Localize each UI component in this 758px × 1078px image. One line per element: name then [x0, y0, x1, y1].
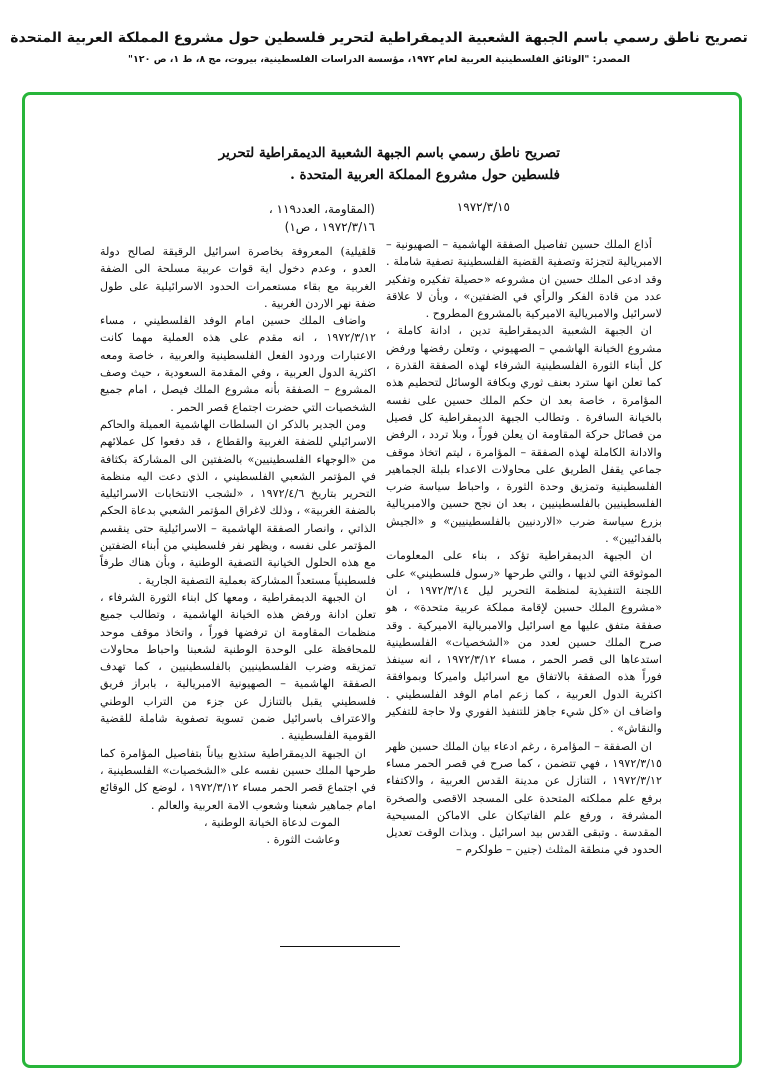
closing-line: وعاشت الثورة .: [266, 833, 340, 847]
header-source: المصدر: "الوثائق الفلسطينية العربية لعام ١٩٧٢، مؤسسة الدراسات الفلسطينية، بيروت، مج ٨، ط ١، ص ١٢٠": [128, 54, 630, 65]
paragraph: ومن الجدير بالذكر ان السلطات الهاشمية العميلة والحاكم الاسرائيلي للضفة الغربية والقطاع ، قد دفعوا كل عملائهم من «الوجهاء الفلسطينيين» بالضفتين الى المشاركة بكثافة في المؤتمر الشعبي الفلسطيني ، الذي دعت اليه منظمة التحرير بتاريخ ١٩٧٢/٤/٦ ، «لشجب الانتخابات الاسرائيلية بالضفة الغربية» ، وذلك لاغراق المؤتمر الشعبي بدعاة الحكم الذاتي ، وانصار الصفقة الهاشمية – الاسرائيلية حتى ينقسم المؤتمر على نفسه ، ويظهر نفر فلسطيني من أبناء الضفتين مع هذه الحلول الخيانية التصفية الوطنية ، وبأن هناك طرفاً فلسطينياً مستعداً المشاركة بعملية التصفية الجارية .: [100, 417, 376, 587]
paragraph: ان الجبهة الديمقراطية ستذيع بياناً بتفاصيل المؤامرة كما طرحها الملك حسين نفسه على «الشخصيات» الفلسطينية ، في اجتماع قصر الحمر مساء ١٩٧٢/٣/١٢ ، لوضع كل الوقائع امام جماهير شعبنا وشعوب الامة العربية والعالم .: [100, 746, 376, 812]
citation-line: ١٩٧٢/٣/١٦ ، ص١): [284, 220, 375, 234]
citation-line: (المقاومة، العدد١١٩ ،: [268, 202, 375, 216]
document-date: ١٩٧٢/٣/١٥: [456, 200, 510, 214]
paragraph: أذاع الملك حسين تفاصيل الصفقة الهاشمية – الصهيونية – الامبريالية لتجزئة وتصفية القضية الفلسطينية تصفية شاملة . وقد ادعى الملك حسين ان مشروعه «حصيلة تفكيره وتفكير عدد من قادة الفكر والرأي في الضفتين» ، وبأن لا علاقة لاسرائيل والامبريالية الاميركية بالمشروع المطروح .: [386, 238, 662, 321]
document-citation: [250, 200, 375, 236]
paragraph: ان الصفقة – المؤامرة ، رغم ادعاء بيان الملك حسين ظهر ١٩٧٢/٣/١٥ ، فهي تتضمن ، كما صرح في قصر الحمر مساء ١٩٧٢/٣/١٢ ، التنازل عن مدينة القدس العربية ، والاكتفاء برفع علم مملكته المتحدة على المسجد الاقصى والصخرة المشرفة ، ورفع علم الفاتيكان على الاماكن المسيحية المقدسة . وتبقى القدس بيد اسرائيل . وبذات الوقت تعديل الحدود في منطقة المثلث (جنين – طولكرم –: [386, 739, 662, 857]
paragraph: واضاف الملك حسين امام الوفد الفلسطيني ، مساء ١٩٧٢/٣/١٢ ، انه مقدم على هذه العملية مهما كانت الاعتبارات وردود الفعل الفلسطينية والعربية ، خاصة ومعه اكثرية الدول العربية ، وفي المقدمة السعودية ، حيث وصف المشروع – الصفقة بأنه مشروع الملك فيصل ، امام جميع الشخصيات التي حضرت اجتماع قصر الحمر .: [100, 314, 376, 414]
end-rule: [280, 946, 400, 947]
paragraph: ان الجبهة الديمقراطية ، ومعها كل ابناء الثورة الشرفاء ، تعلن ادانة ورفض هذه الخيانة الهاشمية ، وتطالب جميع منظمات المقاومة ان ترفضها فوراً ، واتخاذ موقف موحد للمحافظة على الوحدة الوطنية لشعبنا واحباط محاولات تمزيقه وضرب الفلسطينيين بالفلسطينيين ، كما تهدف الصفقة الهاشمية – الصهيونية الامبريالية ، بابراز فريق فلسطيني يقبل بالتنازل عن جزء من التراب الوطني والاعتراف باسرائيل ضمن تسوية تصفوية شاملة للقضية القومية الفلسطينية .: [100, 590, 376, 743]
paragraph: قلقيلية) المعروفة بخاصرة اسرائيل الرقيقة لصالح دولة العدو ، وعدم دخول اية قوات عربية مسلحة الى الضفة الغربية مع بقاء مستعمرات الحدود الاسرائيلية على طول ضفة نهر الاردن الغربية .: [100, 245, 376, 310]
document-title: تصريح ناطق رسمي باسم الجبهة الشعبية الديمقراطية لتحرير فلسطين حول مشروع المملكة العربية المتحدة .: [218, 145, 560, 183]
right-column: [386, 236, 662, 859]
header-title: تصريح ناطق رسمي باسم الجبهة الشعبية الديمقراطية لتحرير فلسطين حول مشروع المملكة العربية المتحدة: [10, 30, 748, 46]
left-column: [100, 243, 376, 848]
paragraph: ان الجبهة الشعبية الديمقراطية تدين ، ادانة كاملة ، مشروع الخيانة الهاشمي – الصهيوني ، وتعلن رفضها ورفض كل أبناء الثورة الفلسطينية الشرفاء لهذه الصفقة القذرة ، كما تعلن انها سترد بعنف ثوري وبكافة الوسائل لتحطيم هذه المؤامرة ، خاصة بعد ان حكم الملك حسين على نفسه بالخيانة السافرة . وتطالب الجبهة الديمقراطية كل فصيل من فصائل حركة المقاومة ان يعلن فوراً ، وبلا تردد ، الرفض والادانة الكاملة لهذه الصفقة – المؤامرة ، ليتم اتخاذ موقف جماعي يقفل الطريق على محاولات الاعداء بلبلة الجماهير الفلسطينية وتمزيق وحدة الثورة ، واحباط سياسة ضرب الفلسطينيين بالفلسطينيين ، بعد ان نجح حسين والامبريالية بزرع سياسة ضرب «الاردنيين بالفلسطينيين» و «الجيش بالفدائيين» .: [386, 324, 662, 546]
closing-line: الموت لدعاة الخيانة الوطنية ،: [204, 815, 340, 829]
paragraph: ان الجبهة الديمقراطية تؤكد ، بناء على المعلومات الموثوقة التي لديها ، والتي طرحها «رسول فلسطيني» على اللجنة التنفيذية لمنظمة التحرير ليل ١٩٧٢/٣/١٤ ، ان «مشروع الملك حسين لإقامة مملكة عربية متحدة» ، هو صفقة متفق عليها مع اسرائيل والامبريالية الاميركية . وقد صرح الملك حسين لعدد من «الشخصيات» الفلسطينية استدعاها الى قصر الحمر ، مساء ١٩٧٢/٣/١٢ ، انه سينفذ فوراً هذه الصفقة بالاتفاق مع اسرائيل واميركا وبموافقة اكثرية الدول العربية ، كما زعم امام الوفد الفلسطيني . واضاف ان «كل شيء جاهز للتنفيذ الفوري ولا حاجة للتفكير والنقاش» .: [386, 549, 662, 736]
